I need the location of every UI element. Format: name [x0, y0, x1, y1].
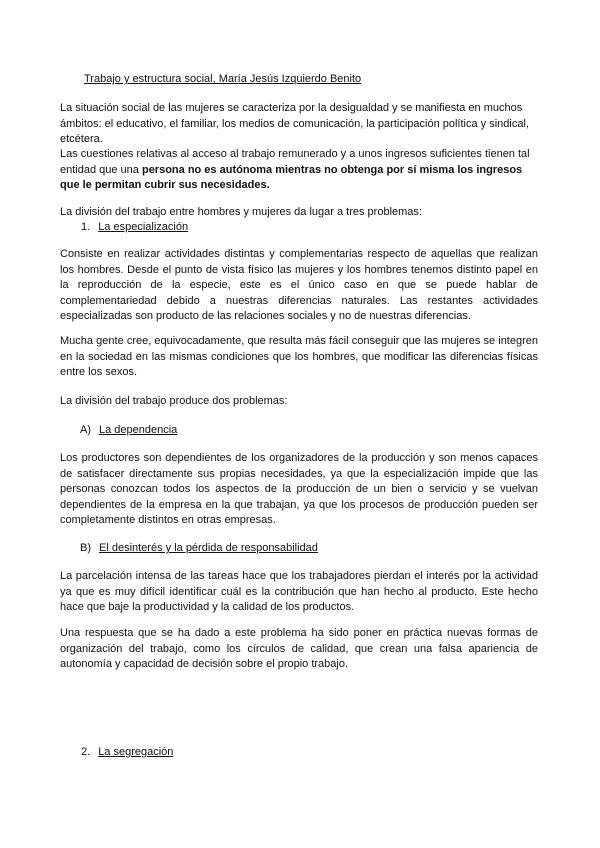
paragraph-respuesta: Una respuesta que se ha dado a este problema ha sido poner en práctica nuevas formas de organización del trabajo, como los círculos de calidad, que crean una falsa apariencia de autonomía y capacidad de decisión sobre el propio trabajo. [60, 627, 538, 670]
heading-desinteres: El desinterés y la pérdida de responsabilidad [99, 542, 318, 554]
list-item-especializacion [81, 220, 188, 235]
list-number: 2. [81, 746, 91, 758]
paragraph-division-intro: La división del trabajo entre hombres y mujeres da lugar a tres problemas: [60, 206, 422, 218]
list-number: 1. [81, 221, 91, 233]
list-item-dependencia [80, 423, 177, 438]
heading-segregacion: La segregación [98, 746, 174, 758]
paragraph-cuestiones [60, 147, 538, 194]
paragraph-situacion: La situación social de las mujeres se caracteriza por la desigualdad y se manifiesta en muchos ámbitos: el educativo, el familiar, los medios de comunicación, la participación política y sindical, etcétera. [60, 102, 529, 145]
paragraph-dependencia: Los productores son dependientes de los organizadores de la producción y son menos capaces de satisfacer directamente sus propias necesidades, ya que la especialización impide que las personas conozcan todos los aspectos de la producción de un bien o servicio y se vuelvan dependientes de la empresa en la que trabajan, ya que los procesos de producción pueden ser completamente distintos en otras empresas. [60, 452, 538, 526]
list-item-desinteres [80, 541, 318, 556]
list-letter: B) [80, 542, 91, 554]
heading-especializacion: La especialización [98, 221, 189, 233]
paragraph-cuestiones-bold: persona no es autónoma mientras no obtenga por sí misma los ingresos que le permitan cubrir sus necesidades. [60, 163, 523, 191]
heading-dependencia: La dependencia [99, 424, 178, 436]
list-letter: A) [80, 424, 91, 436]
paragraph-mucha-gente: Mucha gente cree, equivocadamente, que resulta más fácil conseguir que las mujeres se integren en la sociedad en las mismas condiciones que los hombres, que modificar las diferencias físicas entre los sexos. [60, 335, 538, 378]
list-item-segregacion [81, 745, 173, 760]
paragraph-cuestiones-text: Las cuestiones relativas al acceso al trabajo remunerado y a unos ingresos suficientes tienen tal entidad que una [60, 148, 530, 176]
paragraph-dos-problemas: La división del trabajo produce dos problemas: [60, 395, 288, 407]
document-title: Trabajo y estructura social, María Jesús Izquierdo Benito [84, 73, 362, 85]
paragraph-parcelacion: La parcelación intensa de las tareas hace que los trabajadores pierdan el interés por la actividad ya que es muy difícil identificar cuál es la contribución que han hecho al producto. Este hecho hace que baje la productividad y la calidad de los productos. [60, 570, 538, 613]
paragraph-especializacion: Consiste en realizar actividades distintas y complementarias respecto de aquellas que realizan los hombres. Desde el punto de vista físico las mujeres y los hombres tenemos distinto papel en la reproducción de la especie, este es el único caso en que se puede hablar de complementariedad debido a nuestras diferencias naturales. Las restantes actividades especializadas son producto de las relaciones sociales y no de nuestras diferencias. [60, 248, 538, 322]
